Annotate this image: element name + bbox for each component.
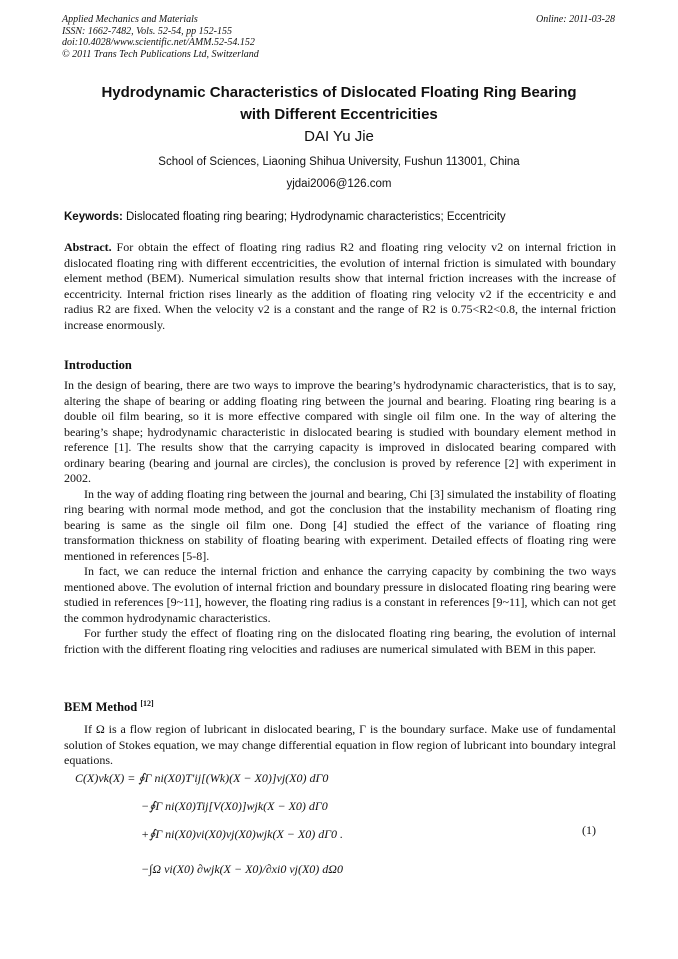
- abstract-label: Abstract.: [64, 240, 112, 254]
- journal-name: Applied Mechanics and Materials: [62, 14, 198, 25]
- equation-line-4: −∫Ω vi(X0) ∂wjk(X − X0)/∂xi0 vj(X0) dΩ0: [141, 862, 343, 876]
- paper-title: [62, 82, 616, 126]
- keywords-text: Dislocated floating ring bearing; Hydrodynamic characteristics; Eccentricity: [126, 211, 506, 223]
- equation-line-2: −∮Γ ni(X0)Tij[V(X0)]wjk(X − X0) dΓ0: [141, 799, 328, 813]
- online-date: Online: 2011-03-28: [536, 14, 615, 25]
- author-name: DAI Yu Jie: [304, 128, 374, 145]
- equation-line-3: +∮Γ ni(X0)vi(X0)vj(X0)wjk(X − X0) dΓ0 .: [141, 827, 344, 841]
- keywords: [64, 211, 616, 223]
- section-heading-bem: [64, 699, 154, 715]
- bem-heading-ref: [12]: [140, 699, 154, 708]
- section-heading-introduction: Introduction: [64, 358, 132, 372]
- intro-paragraph: In the design of bearing, there are two ways to improve the bearing’s hydrodynamic characteristics, that is to say, altering the shape of bearing or adding floating ring between the journal and bearing. Floating ring bearing is a double oil film bearing, so it is more effective compared with single oil film one. In the way of altering the bearing’s shape; hydrodynamic characteristic in dislocated bearing is studied with boundary element method in reference [1]. The results show that the carrying capacity is improved in dislocated bearing compared with ordinary bearing (bearing and journal are circles), the conclusion is proved by reference [2] with experiment in 2002.: [64, 378, 616, 485]
- author-email: yjdai2006@126.com: [286, 178, 392, 190]
- journal-header: [62, 14, 259, 60]
- title-line-1: Hydrodynamic Characteristics of Dislocated Floating Ring Bearing: [101, 84, 577, 101]
- doi-line: doi:10.4028/www.scientific.net/AMM.52-54.152: [62, 37, 255, 48]
- bem-heading-text: BEM Method: [64, 700, 138, 715]
- intro-paragraph: For further study the effect of floating ring on the dislocated floating ring bearing, the evolution of internal friction with the different floating ring velocities and radiuses are numerical simulated with BEM in this paper.: [64, 626, 616, 656]
- issn-line: ISSN: 1662-7482, Vols. 52-54, pp 152-155: [62, 25, 232, 37]
- abstract: [64, 240, 616, 333]
- affiliation: School of Sciences, Liaoning Shihua University, Fushun 113001, China: [158, 156, 520, 168]
- title-line-2: with Different Eccentricities: [240, 106, 438, 123]
- equation-number: (1): [582, 823, 596, 837]
- introduction-body: [64, 378, 616, 657]
- abstract-text: For obtain the effect of floating ring radius R2 and floating ring velocity v2 on internal friction in dislocated floating ring with different eccentricities, the evolution of internal friction is simulated with boundary element method (BEM). Numerical simulation results show that internal friction increases with the increase of eccentricity. Internal friction rises linearly as the addition of floating ring velocity v2 if the eccentricity e and radius R2 are fixed. When the velocity v2 is a constant and the range of R2 is 0.75<R2<0.8, the internal friction increase enormously.: [64, 240, 616, 332]
- keywords-label: Keywords:: [64, 211, 123, 223]
- copyright-line: © 2011 Trans Tech Publications Ltd, Switzerland: [62, 48, 259, 60]
- intro-paragraph: In fact, we can reduce the internal friction and enhance the carrying capacity by combining the two ways mentioned above. The evolution of internal friction and boundary pressure in dislocated floating ring bearing were studied in references [9~11], however, the floating ring radius is a constant in references [9~11], which can not get the common hydrodynamic characteristics.: [64, 564, 616, 625]
- intro-paragraph: In the way of adding floating ring between the journal and bearing, Chi [3] simulated the instability of floating ring bearing with normal mode method, and got the conclusion that the instability mechanism of floating ring bearing is same as the single oil film one. Dong [4] studied the effect of the variance of floating ring transformation thickness on stability of floating bearing with experiment. Detailed effects of floating ring were mentioned in references [5-8].: [64, 486, 616, 563]
- bem-paragraph: If Ω is a flow region of lubricant in dislocated bearing, Γ is the boundary surface. Make use of fundamental solution of Stokes equation, we may change differential equation in flow region of lubricant into boundary integral equations.: [64, 722, 616, 767]
- equation-line-1: C(X)vk(X) = ∮Γ ni(X0)T′ij[(Wk)(X − X0)]vj(X0) dΓ0: [75, 771, 329, 785]
